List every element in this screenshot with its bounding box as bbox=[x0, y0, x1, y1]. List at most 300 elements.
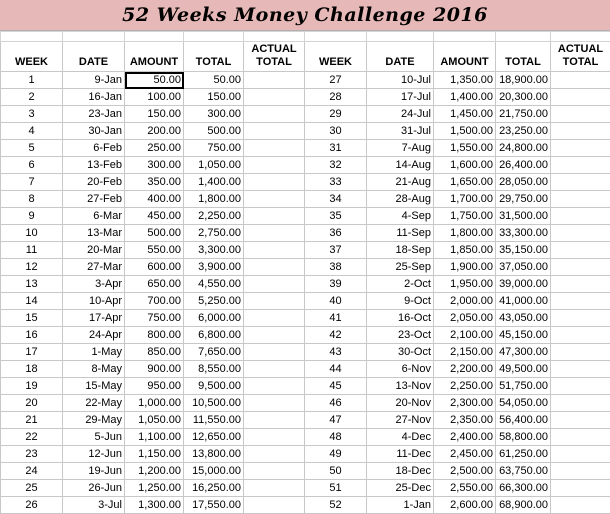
amount-cell[interactable]: 1,650.00 bbox=[434, 174, 496, 191]
actual-total-cell[interactable] bbox=[551, 174, 610, 191]
actual-total-cell[interactable] bbox=[551, 293, 610, 310]
actual-total-cell[interactable] bbox=[551, 191, 610, 208]
empty-cell[interactable] bbox=[551, 32, 610, 42]
total-cell[interactable]: 16,250.00 bbox=[184, 480, 244, 497]
actual-total-cell[interactable] bbox=[551, 123, 610, 140]
week-cell[interactable]: 40 bbox=[305, 293, 367, 310]
amount-cell[interactable]: 1,600.00 bbox=[434, 157, 496, 174]
date-cell[interactable]: 30-Jan bbox=[63, 123, 125, 140]
amount-cell[interactable]: 1,200.00 bbox=[125, 463, 184, 480]
amount-cell[interactable]: 450.00 bbox=[125, 208, 184, 225]
amount-cell[interactable]: 400.00 bbox=[125, 191, 184, 208]
total-cell[interactable]: 29,750.00 bbox=[496, 191, 551, 208]
week-cell[interactable]: 2 bbox=[1, 89, 63, 106]
total-cell[interactable]: 18,900.00 bbox=[496, 72, 551, 89]
date-cell[interactable]: 31-Jul bbox=[367, 123, 434, 140]
week-cell[interactable]: 23 bbox=[1, 446, 63, 463]
empty-cell[interactable] bbox=[63, 32, 125, 42]
actual-total-cell[interactable] bbox=[244, 327, 305, 344]
week-cell[interactable]: 35 bbox=[305, 208, 367, 225]
week-cell[interactable]: 48 bbox=[305, 429, 367, 446]
total-cell[interactable]: 1,800.00 bbox=[184, 191, 244, 208]
amount-cell[interactable]: 500.00 bbox=[125, 225, 184, 242]
empty-cell[interactable] bbox=[367, 32, 434, 42]
spacer-row bbox=[1, 32, 610, 42]
total-cell[interactable]: 500.00 bbox=[184, 123, 244, 140]
table-row bbox=[1, 344, 610, 361]
total-cell[interactable]: 150.00 bbox=[184, 89, 244, 106]
total-cell[interactable]: 7,650.00 bbox=[184, 344, 244, 361]
amount-cell[interactable]: 100.00 bbox=[125, 89, 184, 106]
week-cell[interactable]: 17 bbox=[1, 344, 63, 361]
amount-cell[interactable]: 850.00 bbox=[125, 344, 184, 361]
actual-total-cell[interactable] bbox=[551, 480, 610, 497]
amount-cell[interactable]: 750.00 bbox=[125, 310, 184, 327]
total-cell[interactable]: 51,750.00 bbox=[496, 378, 551, 395]
total-cell[interactable]: 37,050.00 bbox=[496, 259, 551, 276]
table-row bbox=[1, 378, 610, 395]
week-cell[interactable]: 16 bbox=[1, 327, 63, 344]
week-cell[interactable]: 11 bbox=[1, 242, 63, 259]
actual-total-cell[interactable] bbox=[551, 225, 610, 242]
amount-cell[interactable]: 2,200.00 bbox=[434, 361, 496, 378]
date-cell[interactable]: 21-Aug bbox=[367, 174, 434, 191]
table-row bbox=[1, 242, 610, 259]
date-cell[interactable]: 1-May bbox=[63, 344, 125, 361]
table-row bbox=[1, 276, 610, 293]
empty-cell[interactable] bbox=[184, 32, 244, 42]
amount-cell[interactable]: 1,300.00 bbox=[125, 497, 184, 514]
date-cell[interactable]: 15-May bbox=[63, 378, 125, 395]
header-amount[interactable]: AMOUNT bbox=[125, 42, 184, 72]
week-cell[interactable]: 47 bbox=[305, 412, 367, 429]
actual-total-cell[interactable] bbox=[551, 259, 610, 276]
actual-total-cell[interactable] bbox=[244, 480, 305, 497]
actual-total-cell[interactable] bbox=[551, 89, 610, 106]
actual-total-cell[interactable] bbox=[244, 446, 305, 463]
amount-cell[interactable]: 1,800.00 bbox=[434, 225, 496, 242]
date-cell[interactable]: 10-Jul bbox=[367, 72, 434, 89]
table-row bbox=[1, 463, 610, 480]
actual-total-cell[interactable] bbox=[244, 225, 305, 242]
amount-cell[interactable]: 1,050.00 bbox=[125, 412, 184, 429]
date-cell[interactable]: 4-Sep bbox=[367, 208, 434, 225]
total-cell[interactable]: 39,000.00 bbox=[496, 276, 551, 293]
week-cell[interactable]: 49 bbox=[305, 446, 367, 463]
amount-cell[interactable]: 2,300.00 bbox=[434, 395, 496, 412]
amount-cell[interactable]: 2,400.00 bbox=[434, 429, 496, 446]
actual-total-cell[interactable] bbox=[244, 378, 305, 395]
table-row bbox=[1, 395, 610, 412]
actual-total-cell[interactable] bbox=[551, 344, 610, 361]
week-cell[interactable]: 9 bbox=[1, 208, 63, 225]
date-cell[interactable]: 20-Feb bbox=[63, 174, 125, 191]
date-cell[interactable]: 16-Jan bbox=[63, 89, 125, 106]
total-cell[interactable]: 66,300.00 bbox=[496, 480, 551, 497]
date-cell[interactable]: 10-Apr bbox=[63, 293, 125, 310]
actual-total-cell[interactable] bbox=[551, 412, 610, 429]
actual-total-cell[interactable] bbox=[551, 378, 610, 395]
amount-cell[interactable]: 550.00 bbox=[125, 242, 184, 259]
total-cell[interactable]: 11,550.00 bbox=[184, 412, 244, 429]
table-row bbox=[1, 89, 610, 106]
actual-total-cell[interactable] bbox=[551, 310, 610, 327]
empty-cell[interactable] bbox=[434, 32, 496, 42]
week-cell[interactable]: 45 bbox=[305, 378, 367, 395]
total-cell[interactable]: 50.00 bbox=[184, 72, 244, 89]
week-cell[interactable]: 20 bbox=[1, 395, 63, 412]
date-cell[interactable]: 8-May bbox=[63, 361, 125, 378]
week-cell[interactable]: 19 bbox=[1, 378, 63, 395]
date-cell[interactable]: 26-Jun bbox=[63, 480, 125, 497]
date-cell[interactable]: 12-Jun bbox=[63, 446, 125, 463]
date-cell[interactable]: 9-Oct bbox=[367, 293, 434, 310]
week-cell[interactable]: 43 bbox=[305, 344, 367, 361]
empty-cell[interactable] bbox=[1, 32, 63, 42]
week-cell[interactable]: 25 bbox=[1, 480, 63, 497]
week-cell[interactable]: 42 bbox=[305, 327, 367, 344]
amount-cell[interactable]: 2,350.00 bbox=[434, 412, 496, 429]
actual-total-cell[interactable] bbox=[551, 72, 610, 89]
week-cell[interactable]: 33 bbox=[305, 174, 367, 191]
total-cell[interactable]: 35,150.00 bbox=[496, 242, 551, 259]
week-cell[interactable]: 24 bbox=[1, 463, 63, 480]
date-cell[interactable]: 25-Dec bbox=[367, 480, 434, 497]
header-week[interactable]: WEEK bbox=[1, 42, 63, 72]
total-cell[interactable]: 3,900.00 bbox=[184, 259, 244, 276]
date-cell[interactable]: 27-Nov bbox=[367, 412, 434, 429]
week-cell[interactable]: 1 bbox=[1, 72, 63, 89]
week-cell[interactable]: 30 bbox=[305, 123, 367, 140]
total-cell[interactable]: 68,900.00 bbox=[496, 497, 551, 514]
date-cell[interactable]: 11-Dec bbox=[367, 446, 434, 463]
date-cell[interactable]: 25-Sep bbox=[367, 259, 434, 276]
date-cell[interactable]: 29-May bbox=[63, 412, 125, 429]
total-cell[interactable]: 13,800.00 bbox=[184, 446, 244, 463]
amount-cell[interactable]: 800.00 bbox=[125, 327, 184, 344]
week-cell[interactable]: 7 bbox=[1, 174, 63, 191]
week-cell[interactable]: 29 bbox=[305, 106, 367, 123]
date-cell[interactable]: 6-Feb bbox=[63, 140, 125, 157]
actual-total-cell[interactable] bbox=[551, 497, 610, 514]
empty-cell[interactable] bbox=[496, 32, 551, 42]
amount-cell[interactable]: 300.00 bbox=[125, 157, 184, 174]
actual-total-cell[interactable] bbox=[244, 72, 305, 89]
week-cell[interactable]: 34 bbox=[305, 191, 367, 208]
amount-cell[interactable]: 1,750.00 bbox=[434, 208, 496, 225]
selected-amount-cell[interactable]: 50.00 bbox=[125, 72, 184, 89]
date-cell[interactable]: 6-Mar bbox=[63, 208, 125, 225]
amount-cell[interactable]: 2,050.00 bbox=[434, 310, 496, 327]
amount-cell[interactable]: 650.00 bbox=[125, 276, 184, 293]
total-cell[interactable]: 300.00 bbox=[184, 106, 244, 123]
total-cell[interactable]: 28,050.00 bbox=[496, 174, 551, 191]
date-cell[interactable]: 27-Mar bbox=[63, 259, 125, 276]
week-cell[interactable]: 46 bbox=[305, 395, 367, 412]
amount-cell[interactable]: 250.00 bbox=[125, 140, 184, 157]
date-cell[interactable]: 18-Sep bbox=[367, 242, 434, 259]
total-cell[interactable]: 12,650.00 bbox=[184, 429, 244, 446]
sheet-title: 52 Weeks Money Challenge 2016 bbox=[122, 4, 488, 26]
total-cell[interactable]: 750.00 bbox=[184, 140, 244, 157]
amount-cell[interactable]: 1,150.00 bbox=[125, 446, 184, 463]
header-date[interactable]: DATE bbox=[367, 42, 434, 72]
total-cell[interactable]: 2,250.00 bbox=[184, 208, 244, 225]
total-cell[interactable]: 47,300.00 bbox=[496, 344, 551, 361]
date-cell[interactable]: 30-Oct bbox=[367, 344, 434, 361]
amount-cell[interactable]: 1,100.00 bbox=[125, 429, 184, 446]
total-cell[interactable]: 5,250.00 bbox=[184, 293, 244, 310]
table-row bbox=[1, 293, 610, 310]
actual-total-cell[interactable] bbox=[244, 89, 305, 106]
total-cell[interactable]: 61,250.00 bbox=[496, 446, 551, 463]
table-row bbox=[1, 259, 610, 276]
week-cell[interactable]: 21 bbox=[1, 412, 63, 429]
amount-cell[interactable]: 1,400.00 bbox=[434, 89, 496, 106]
amount-cell[interactable]: 2,000.00 bbox=[434, 293, 496, 310]
week-cell[interactable]: 3 bbox=[1, 106, 63, 123]
total-cell[interactable]: 43,050.00 bbox=[496, 310, 551, 327]
week-cell[interactable]: 52 bbox=[305, 497, 367, 514]
date-cell[interactable]: 6-Nov bbox=[367, 361, 434, 378]
table-row bbox=[1, 412, 610, 429]
actual-total-cell[interactable] bbox=[244, 157, 305, 174]
total-cell[interactable]: 63,750.00 bbox=[496, 463, 551, 480]
amount-cell[interactable]: 1,350.00 bbox=[434, 72, 496, 89]
total-cell[interactable]: 17,550.00 bbox=[184, 497, 244, 514]
table-row bbox=[1, 191, 610, 208]
amount-cell[interactable]: 1,900.00 bbox=[434, 259, 496, 276]
total-cell[interactable]: 33,300.00 bbox=[496, 225, 551, 242]
actual-total-cell[interactable] bbox=[244, 174, 305, 191]
week-cell[interactable]: 39 bbox=[305, 276, 367, 293]
header-amount[interactable]: AMOUNT bbox=[434, 42, 496, 72]
date-cell[interactable]: 13-Mar bbox=[63, 225, 125, 242]
date-cell[interactable]: 17-Jul bbox=[367, 89, 434, 106]
week-cell[interactable]: 18 bbox=[1, 361, 63, 378]
date-cell[interactable]: 24-Jul bbox=[367, 106, 434, 123]
date-cell[interactable]: 3-Apr bbox=[63, 276, 125, 293]
amount-cell[interactable]: 1,450.00 bbox=[434, 106, 496, 123]
amount-cell[interactable]: 2,500.00 bbox=[434, 463, 496, 480]
date-cell[interactable]: 27-Feb bbox=[63, 191, 125, 208]
title-banner[interactable] bbox=[0, 0, 610, 31]
amount-cell[interactable]: 1,850.00 bbox=[434, 242, 496, 259]
total-cell[interactable]: 21,750.00 bbox=[496, 106, 551, 123]
amount-cell[interactable]: 350.00 bbox=[125, 174, 184, 191]
date-cell[interactable]: 23-Jan bbox=[63, 106, 125, 123]
week-cell[interactable]: 37 bbox=[305, 242, 367, 259]
actual-total-cell[interactable] bbox=[244, 463, 305, 480]
date-cell[interactable]: 13-Feb bbox=[63, 157, 125, 174]
actual-total-cell[interactable] bbox=[551, 140, 610, 157]
actual-total-cell[interactable] bbox=[551, 208, 610, 225]
date-cell[interactable]: 5-Jun bbox=[63, 429, 125, 446]
actual-total-cell[interactable] bbox=[551, 446, 610, 463]
total-cell[interactable]: 41,000.00 bbox=[496, 293, 551, 310]
total-cell[interactable]: 6,800.00 bbox=[184, 327, 244, 344]
actual-total-cell[interactable] bbox=[244, 412, 305, 429]
actual-total-cell[interactable] bbox=[244, 123, 305, 140]
actual-total-cell[interactable] bbox=[244, 344, 305, 361]
week-cell[interactable]: 41 bbox=[305, 310, 367, 327]
total-cell[interactable]: 45,150.00 bbox=[496, 327, 551, 344]
header-actual-total[interactable]: ACTUAL TOTAL bbox=[244, 42, 305, 72]
total-cell[interactable]: 56,400.00 bbox=[496, 412, 551, 429]
actual-total-cell[interactable] bbox=[244, 242, 305, 259]
amount-cell[interactable]: 1,950.00 bbox=[434, 276, 496, 293]
amount-cell[interactable]: 2,600.00 bbox=[434, 497, 496, 514]
empty-cell[interactable] bbox=[305, 32, 367, 42]
table-row bbox=[1, 361, 610, 378]
date-cell[interactable]: 28-Aug bbox=[367, 191, 434, 208]
week-cell[interactable]: 14 bbox=[1, 293, 63, 310]
empty-cell[interactable] bbox=[125, 32, 184, 42]
actual-total-cell[interactable] bbox=[244, 276, 305, 293]
date-cell[interactable]: 17-Apr bbox=[63, 310, 125, 327]
header-row bbox=[1, 42, 610, 72]
actual-total-cell[interactable] bbox=[244, 293, 305, 310]
amount-cell[interactable]: 200.00 bbox=[125, 123, 184, 140]
week-cell[interactable]: 8 bbox=[1, 191, 63, 208]
date-cell[interactable]: 23-Oct bbox=[367, 327, 434, 344]
date-cell[interactable]: 22-May bbox=[63, 395, 125, 412]
date-cell[interactable]: 2-Oct bbox=[367, 276, 434, 293]
actual-total-cell[interactable] bbox=[244, 395, 305, 412]
actual-total-cell[interactable] bbox=[551, 395, 610, 412]
total-cell[interactable]: 26,400.00 bbox=[496, 157, 551, 174]
date-cell[interactable]: 18-Dec bbox=[367, 463, 434, 480]
table-row bbox=[1, 72, 610, 89]
total-cell[interactable]: 54,050.00 bbox=[496, 395, 551, 412]
empty-cell[interactable] bbox=[244, 32, 305, 42]
amount-cell[interactable]: 2,100.00 bbox=[434, 327, 496, 344]
date-cell[interactable]: 19-Jun bbox=[63, 463, 125, 480]
actual-total-cell[interactable] bbox=[551, 361, 610, 378]
date-cell[interactable]: 1-Jan bbox=[367, 497, 434, 514]
total-cell[interactable]: 6,000.00 bbox=[184, 310, 244, 327]
week-cell[interactable]: 32 bbox=[305, 157, 367, 174]
date-cell[interactable]: 24-Apr bbox=[63, 327, 125, 344]
amount-cell[interactable]: 900.00 bbox=[125, 361, 184, 378]
total-cell[interactable]: 24,800.00 bbox=[496, 140, 551, 157]
week-cell[interactable]: 10 bbox=[1, 225, 63, 242]
week-cell[interactable]: 5 bbox=[1, 140, 63, 157]
challenge-table bbox=[0, 31, 610, 514]
header-total[interactable]: TOTAL bbox=[184, 42, 244, 72]
total-cell[interactable]: 2,750.00 bbox=[184, 225, 244, 242]
actual-total-cell[interactable] bbox=[551, 429, 610, 446]
week-cell[interactable]: 4 bbox=[1, 123, 63, 140]
date-cell[interactable]: 20-Nov bbox=[367, 395, 434, 412]
amount-cell[interactable]: 2,550.00 bbox=[434, 480, 496, 497]
amount-cell[interactable]: 600.00 bbox=[125, 259, 184, 276]
amount-cell[interactable]: 2,250.00 bbox=[434, 378, 496, 395]
date-cell[interactable]: 9-Jan bbox=[63, 72, 125, 89]
week-cell[interactable]: 13 bbox=[1, 276, 63, 293]
total-cell[interactable]: 23,250.00 bbox=[496, 123, 551, 140]
actual-total-cell[interactable] bbox=[551, 157, 610, 174]
amount-cell[interactable]: 1,500.00 bbox=[434, 123, 496, 140]
header-week[interactable]: WEEK bbox=[305, 42, 367, 72]
week-cell[interactable]: 22 bbox=[1, 429, 63, 446]
actual-total-cell[interactable] bbox=[244, 361, 305, 378]
date-cell[interactable]: 4-Dec bbox=[367, 429, 434, 446]
actual-total-cell[interactable] bbox=[551, 327, 610, 344]
actual-total-cell[interactable] bbox=[244, 191, 305, 208]
actual-total-cell[interactable] bbox=[244, 106, 305, 123]
week-cell[interactable]: 51 bbox=[305, 480, 367, 497]
week-cell[interactable]: 26 bbox=[1, 497, 63, 514]
actual-total-cell[interactable] bbox=[244, 208, 305, 225]
date-cell[interactable]: 13-Nov bbox=[367, 378, 434, 395]
date-cell[interactable]: 16-Oct bbox=[367, 310, 434, 327]
total-cell[interactable]: 31,500.00 bbox=[496, 208, 551, 225]
actual-total-cell[interactable] bbox=[551, 242, 610, 259]
total-cell[interactable]: 1,050.00 bbox=[184, 157, 244, 174]
week-cell[interactable]: 36 bbox=[305, 225, 367, 242]
actual-total-cell[interactable] bbox=[551, 276, 610, 293]
date-cell[interactable]: 3-Jul bbox=[63, 497, 125, 514]
total-cell[interactable]: 9,500.00 bbox=[184, 378, 244, 395]
amount-cell[interactable]: 2,150.00 bbox=[434, 344, 496, 361]
actual-total-cell[interactable] bbox=[244, 310, 305, 327]
date-cell[interactable]: 7-Aug bbox=[367, 140, 434, 157]
actual-total-cell[interactable] bbox=[551, 106, 610, 123]
total-cell[interactable]: 15,000.00 bbox=[184, 463, 244, 480]
week-cell[interactable]: 15 bbox=[1, 310, 63, 327]
total-cell[interactable]: 10,500.00 bbox=[184, 395, 244, 412]
table-row bbox=[1, 327, 610, 344]
amount-cell[interactable]: 1,550.00 bbox=[434, 140, 496, 157]
header-actual-total[interactable]: ACTUAL TOTAL bbox=[551, 42, 610, 72]
total-cell[interactable]: 1,400.00 bbox=[184, 174, 244, 191]
week-cell[interactable]: 6 bbox=[1, 157, 63, 174]
amount-cell[interactable]: 700.00 bbox=[125, 293, 184, 310]
amount-cell[interactable]: 1,000.00 bbox=[125, 395, 184, 412]
week-cell[interactable]: 31 bbox=[305, 140, 367, 157]
amount-cell[interactable]: 1,250.00 bbox=[125, 480, 184, 497]
amount-cell[interactable]: 1,700.00 bbox=[434, 191, 496, 208]
amount-cell[interactable]: 150.00 bbox=[125, 106, 184, 123]
table-row bbox=[1, 123, 610, 140]
total-cell[interactable]: 58,800.00 bbox=[496, 429, 551, 446]
total-cell[interactable]: 8,550.00 bbox=[184, 361, 244, 378]
actual-total-cell[interactable] bbox=[244, 497, 305, 514]
week-cell[interactable]: 27 bbox=[305, 72, 367, 89]
total-cell[interactable]: 20,300.00 bbox=[496, 89, 551, 106]
total-cell[interactable]: 4,550.00 bbox=[184, 276, 244, 293]
date-cell[interactable]: 20-Mar bbox=[63, 242, 125, 259]
actual-total-cell[interactable] bbox=[551, 463, 610, 480]
week-cell[interactable]: 50 bbox=[305, 463, 367, 480]
date-cell[interactable]: 14-Aug bbox=[367, 157, 434, 174]
total-cell[interactable]: 49,500.00 bbox=[496, 361, 551, 378]
header-date[interactable]: DATE bbox=[63, 42, 125, 72]
week-cell[interactable]: 28 bbox=[305, 89, 367, 106]
week-cell[interactable]: 12 bbox=[1, 259, 63, 276]
actual-total-cell[interactable] bbox=[244, 140, 305, 157]
date-cell[interactable]: 11-Sep bbox=[367, 225, 434, 242]
total-cell[interactable]: 3,300.00 bbox=[184, 242, 244, 259]
week-cell[interactable]: 38 bbox=[305, 259, 367, 276]
actual-total-cell[interactable] bbox=[244, 259, 305, 276]
header-total[interactable]: TOTAL bbox=[496, 42, 551, 72]
actual-total-cell[interactable] bbox=[244, 429, 305, 446]
amount-cell[interactable]: 2,450.00 bbox=[434, 446, 496, 463]
amount-cell[interactable]: 950.00 bbox=[125, 378, 184, 395]
week-cell[interactable]: 44 bbox=[305, 361, 367, 378]
